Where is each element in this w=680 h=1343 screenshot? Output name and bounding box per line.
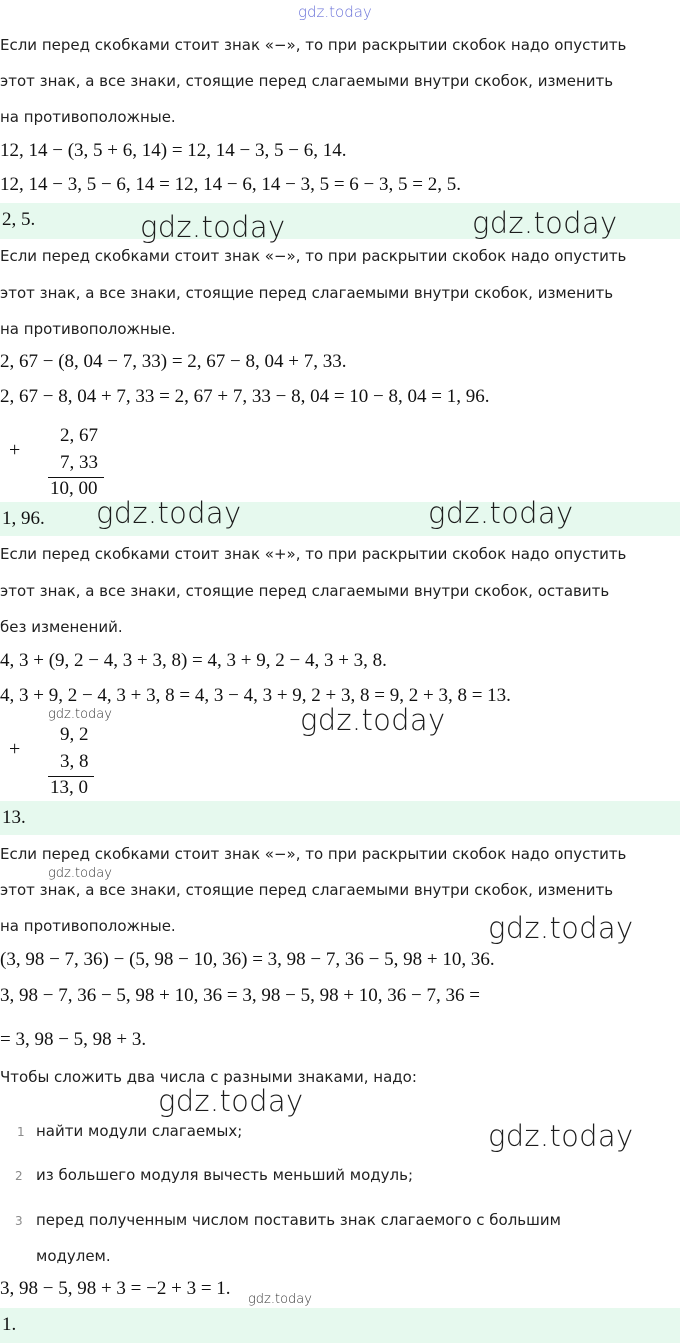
rule-text-3-line-1: Если перед скобками стоит знак «+», то при раскрытии скобок надо опустить (0, 545, 627, 563)
answer-1: 2, 5. (2, 209, 36, 230)
column-sum: 10, 00 (50, 478, 98, 499)
watermark: gdz.today (140, 210, 286, 244)
column-addend-2: 3, 8 (60, 751, 89, 772)
math-line-1-2: 12, 14 − 3, 5 − 6, 14 = 12, 14 − 6, 14 − 3, 5 = 6 − 3, 5 = 2, 5. (0, 174, 461, 195)
rule-intro-text: Чтобы сложить два числа с разными знаками, надо: (0, 1068, 417, 1086)
watermark-small: gdz.today (48, 866, 112, 881)
list-number: 1 (17, 1125, 25, 1139)
list-item: найти модули слагаемых; (36, 1122, 243, 1140)
rule-text-3-line-2: этот знак, а все знаки, стоящие перед слагаемыми внутри скобок, оставить (0, 582, 610, 600)
column-addend-1: 2, 67 (60, 425, 98, 446)
math-line-2-1: 2, 67 − (8, 04 − 7, 33) = 2, 67 − 8, 04 + 7, 33. (0, 351, 347, 372)
answer-3: 13. (2, 807, 26, 828)
rule-text-4-line-2: этот знак, а все знаки, стоящие перед слагаемыми внутри скобок, изменить (0, 881, 614, 899)
list-number: 3 (15, 1214, 23, 1228)
watermark-small: gdz.today (248, 1292, 312, 1307)
rule-text-4-line-1: Если перед скобками стоит знак «−», то при раскрытии скобок надо опустить (0, 845, 627, 863)
math-line-2-2: 2, 67 − 8, 04 + 7, 33 = 2, 67 + 7, 33 − 8, 04 = 10 − 8, 04 = 1, 96. (0, 386, 490, 407)
math-line-1-1: 12, 14 − (3, 5 + 6, 14) = 12, 14 − 3, 5 − 6, 14. (0, 140, 347, 161)
watermark: gdz.today (488, 911, 634, 945)
list-item-continuation: модулем. (36, 1247, 111, 1265)
rule-text-3-line-3: без изменений. (0, 618, 123, 636)
rule-text-1-line-2: этот знак, а все знаки, стоящие перед слагаемыми внутри скобок, изменить (0, 72, 614, 90)
watermark-small: gdz.today (48, 707, 112, 722)
rule-text-1-line-1: Если перед скобками стоит знак «−», то при раскрытии скобок надо опустить (0, 36, 627, 54)
math-line-3-2: 4, 3 + 9, 2 − 4, 3 + 3, 8 = 4, 3 − 4, 3 + 9, 2 + 3, 8 = 9, 2 + 3, 8 = 13. (0, 685, 511, 706)
rule-text-2-line-2: этот знак, а все знаки, стоящие перед слагаемыми внутри скобок, изменить (0, 284, 614, 302)
column-plus-sign: + (9, 738, 21, 760)
math-line-4-1: (3, 98 − 7, 36) − (5, 98 − 10, 36) = 3, 98 − 7, 36 − 5, 98 + 10, 36. (0, 949, 495, 970)
watermark: gdz.today (488, 1119, 634, 1153)
math-line-4-3: = 3, 98 − 5, 98 + 3. (0, 1029, 147, 1050)
rule-text-4-line-3: на противоположные. (0, 917, 176, 935)
rule-text-2-line-3: на противоположные. (0, 320, 176, 338)
list-item: перед полученным числом поставить знак слагаемого с большим (36, 1211, 561, 1229)
list-item: из большего модуля вычесть меньший модуль; (36, 1166, 414, 1184)
math-line-4-final: 3, 98 − 5, 98 + 3 = −2 + 3 = 1. (0, 1278, 231, 1299)
rule-text-1-line-3: на противоположные. (0, 108, 176, 126)
column-addend-1: 9, 2 (60, 724, 89, 745)
math-line-4-2: 3, 98 − 7, 36 − 5, 98 + 10, 36 = 3, 98 − 5, 98 + 10, 36 − 7, 36 = (0, 985, 480, 1006)
watermark: gdz.today (96, 496, 242, 530)
watermark: gdz.today (300, 703, 446, 737)
math-line-3-1: 4, 3 + (9, 2 − 4, 3 + 3, 8) = 4, 3 + 9, 2 − 4, 3 + 3, 8. (0, 650, 387, 671)
list-number: 2 (15, 1169, 23, 1183)
column-plus-sign: + (9, 439, 21, 461)
watermark-top: gdz.today (298, 3, 372, 21)
watermark: gdz.today (428, 496, 574, 530)
rule-text-2-line-1: Если перед скобками стоит знак «−», то при раскрытии скобок надо опустить (0, 247, 627, 265)
answer-band-3 (0, 801, 680, 835)
watermark: gdz.today (472, 206, 618, 240)
column-sum: 13, 0 (50, 777, 88, 798)
answer-4: 1. (2, 1314, 17, 1335)
answer-2: 1, 96. (2, 508, 45, 529)
watermark: gdz.today (158, 1084, 304, 1118)
column-addend-2: 7, 33 (60, 452, 98, 473)
answer-band-4 (0, 1308, 680, 1343)
